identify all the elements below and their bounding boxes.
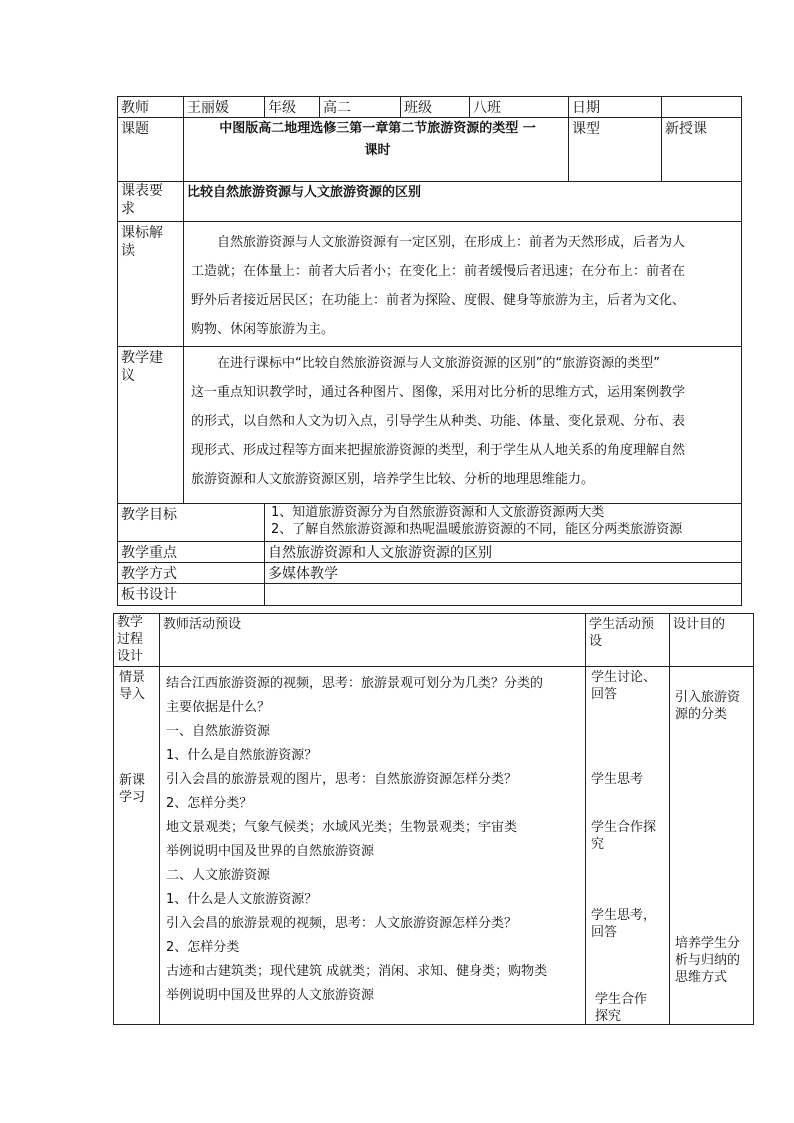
board-label: 板书设计 [118, 584, 265, 606]
key-point-row [118, 542, 742, 563]
topic-row [118, 118, 742, 182]
activity-line: 2、怎样分类 [166, 940, 240, 955]
curriculum-req-label: 课表要 求 [118, 182, 184, 222]
objectives-list [265, 504, 742, 542]
teacher-activity-header: 教师活动预设 [160, 614, 586, 667]
teacher-activity-content [160, 667, 586, 1025]
purpose-item: 引入旅游资 源的分类 [675, 690, 741, 722]
teaching-process-table [113, 613, 754, 1025]
board-value [265, 584, 742, 606]
activity-line: 一、自然旅游资源 [166, 724, 271, 739]
objectives-row [118, 504, 742, 542]
purpose-item: 培养学生分 析与归纳的 思维方式 [675, 936, 741, 985]
process-body-row [114, 667, 754, 1025]
activity-line: 1、什么是自然旅游资源？ [166, 748, 318, 763]
student-activity-item: 学生合作探 究 [591, 820, 657, 852]
activity-line: 地文景观类；气象气候类；水域风光类；生物景观类；宇宙类 [166, 820, 518, 835]
topic-value [184, 118, 569, 182]
date-label: 日期 [569, 97, 662, 118]
process-header-row [114, 614, 754, 667]
board-row [118, 584, 742, 606]
method-value: 多媒体教学 [265, 563, 742, 584]
activity-line: 结合江西旅游资源的视频，思考：旅游景观可划分为几类？分类的 [166, 676, 544, 691]
purpose-content [670, 667, 754, 1025]
curriculum-interp-text: 自然旅游资源与人文旅游资源有一定区别，在形成上：前者为天然形成，后者为人 工造就；在体量上：前者大后者小；在变化上：前者缓慢后者迅速；在分布上：前者在 野外后者接近居民区；在功能上：前者为探险、度假、健身等旅游为主，后者为文化、 购物、休闲等旅游为主。 [184, 222, 742, 347]
activity-line: 举例说明中国及世界的自然旅游资源 [166, 844, 375, 859]
activity-line: 2、怎样分类？ [166, 796, 253, 811]
activity-line: 二、人文旅游资源 [166, 868, 271, 883]
activity-line: 引入会昌的旅游景观的视频，思考：人文旅游资源怎样分类？ [166, 916, 518, 931]
lesson-type-value: 新授课 [662, 118, 742, 182]
curriculum-req-row [118, 182, 742, 222]
student-activity-item: 学生合作 探究 [595, 992, 648, 1024]
stage-column [114, 667, 160, 1025]
method-label: 教学方式 [118, 563, 265, 584]
activity-line: 1、什么是人文旅游资源？ [166, 892, 318, 907]
grade-value: 高二 [320, 97, 401, 118]
topic-value-line2: 课时 [364, 143, 391, 158]
objective-item: 1、知道旅游资源分为自然旅游资源和人文旅游资源两大类 [271, 505, 605, 520]
purpose-header: 设计目的 [670, 614, 754, 667]
header-row [118, 97, 742, 118]
topic-label: 课题 [118, 118, 184, 182]
topic-value-line1: 中图版高二地理选修三第一章第二节旅游资源的类型 一 [219, 121, 536, 136]
teaching-suggest-text: 在进行课标中“比较自然旅游资源与人文旅游资源的区别”的“旅游资源的类型” 这一重点知识教学时，通过各种图片、图像，采用对比分析的思维方式，运用案例教学 的形式，以自然和人文为切入点，引导学生从种类、功能、体量、变化景观、分布、表 现形式、形成过程等方面来把握旅游资源的类型，利于学生从人地关系的角度理解自然 旅游资源和人文旅游资源区别，培养学生比较、分析的地理思维能力。 [184, 347, 742, 504]
method-row [118, 563, 742, 584]
process-label: 教学 过程 设计 [114, 614, 160, 667]
objectives-label: 教学目标 [118, 504, 265, 542]
class-label: 班级 [401, 97, 470, 118]
teaching-suggest-row [118, 347, 742, 504]
teaching-suggest-label: 教学建 议 [118, 347, 184, 504]
key-point-value: 自然旅游资源和人文旅游资源的区别 [265, 542, 742, 563]
date-value [662, 97, 742, 118]
curriculum-interp-row [118, 222, 742, 347]
student-activity-content [586, 667, 670, 1025]
student-activity-item: 学生思考 [591, 772, 644, 787]
grade-label: 年级 [265, 97, 320, 118]
teacher-value: 王丽媛 [184, 97, 265, 118]
lesson-info-table [117, 96, 742, 606]
lesson-type-label: 课型 [569, 118, 662, 182]
objective-item: 2、了解自然旅游资源和热呢温暖旅游资源的不同，能区分两类旅游资源 [271, 522, 683, 537]
curriculum-req-value: 比较自然旅游资源与人文旅游资源的区别 [184, 182, 742, 222]
activity-line: 古迹和古建筑类；现代建筑 成就类；消闲、求知、健身类；购物类 [166, 964, 548, 979]
activity-line: 引入会昌的旅游景观的图片，思考：自然旅游资源怎样分类？ [166, 772, 518, 787]
curriculum-interp-label: 课标解 读 [118, 222, 184, 347]
student-activity-item: 学生思考， 回答 [591, 908, 657, 940]
class-value: 八班 [470, 97, 569, 118]
key-point-label: 教学重点 [118, 542, 265, 563]
activity-line: 主要依据是什么？ [166, 700, 271, 715]
student-activity-header: 学生活动预 设 [586, 614, 670, 667]
student-activity-item: 学生讨论、 回答 [591, 670, 657, 702]
stage-intro: 情景 导入 [119, 670, 146, 702]
activity-line: 举例说明中国及世界的人文旅游资源 [166, 988, 375, 1003]
stage-new-lesson: 新课 学习 [119, 773, 146, 805]
teacher-label: 教师 [118, 97, 184, 118]
